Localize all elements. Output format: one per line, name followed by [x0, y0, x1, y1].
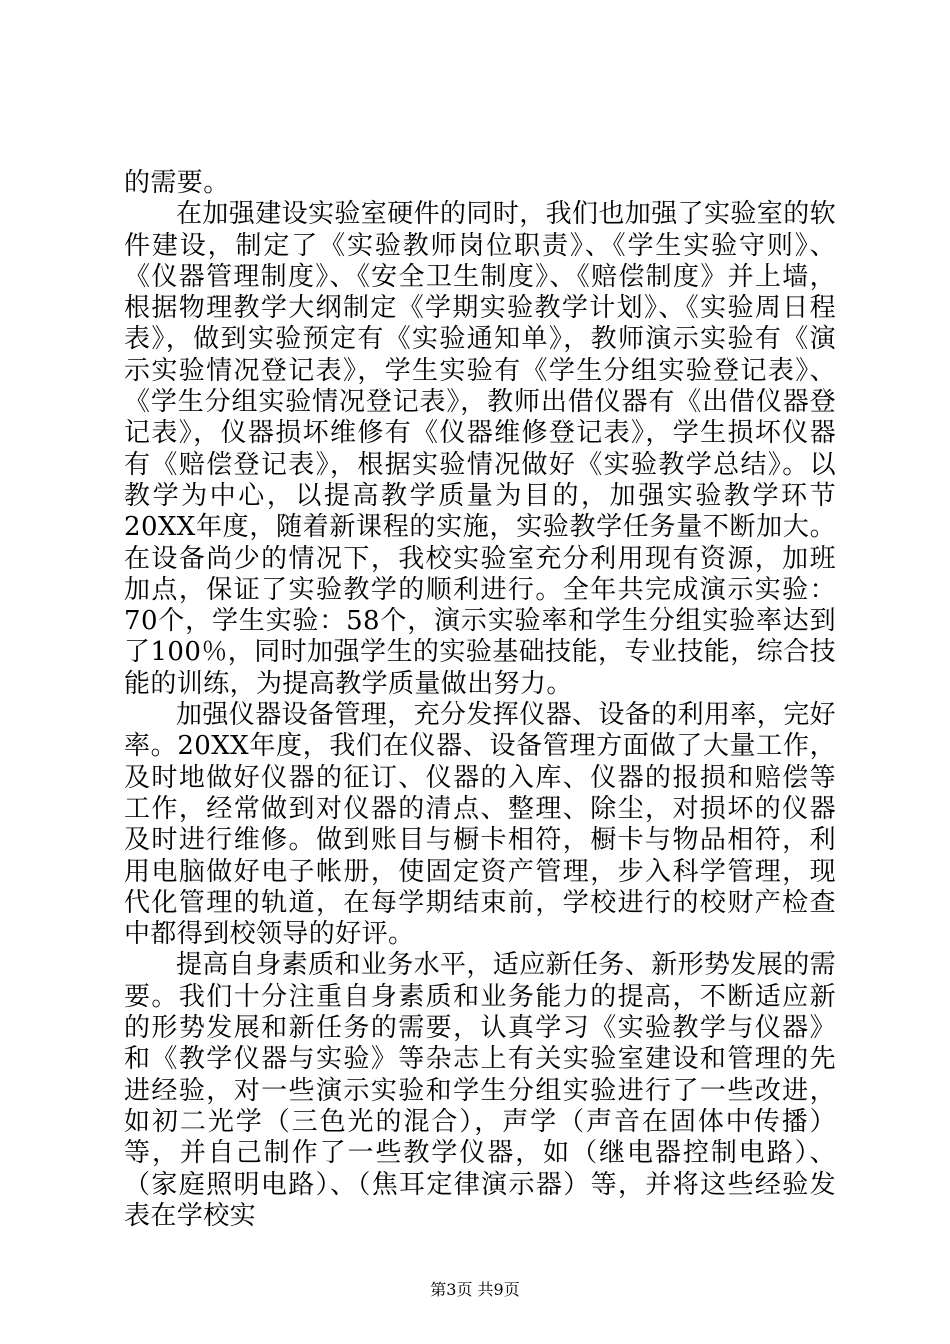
- document-body: [124, 168, 836, 1232]
- paragraph-self-improvement: 提高自身素质和业务水平，适应新任务、新形势发展的需要。我们十分注重自身素质和业务能力的提高，不断适应新的形势发展和新任务的需要，认真学习《实验教学与仪器》和《教学仪器与实验》等杂志上有关实验室建设和管理的先进经验，对一些演示实验和学生分组实验进行了一些改进，如初二光学（三色光的混合），声学（声音在固体中传播）等，并自己制作了一些教学仪器，如（继电器控制电路）、（家庭照明电路）、（焦耳定律演示器）等，并将这些经验发表在学校实: [124, 950, 837, 1231]
- paragraph-continuation: 的需要。: [124, 168, 230, 198]
- page-number-footer: 第3页 共9页: [430, 1280, 520, 1299]
- paragraph-equipment-management: 加强仪器设备管理，充分发挥仪器、设备的利用率，完好率。20XX年度，我们在仪器、设备管理方面做了大量工作，及时地做好仪器的征订、仪器的入库、仪器的报损和赔偿等工作，经常做到对仪器的清点、整理、除尘，对损坏的仪器及时进行维修。做到账目与橱卡相符，橱卡与物品相符，利用电脑做好电子帐册，使固定资产管理，步入科学管理，现代化管理的轨道，在每学期结束前，学校进行的校财产检查中都得到校领导的好评。: [124, 700, 837, 950]
- paragraph-software-construction: 在加强建设实验室硬件的同时，我们也加强了实验室的软件建设，制定了《实验教师岗位职责》、《学生实验守则》、《仪器管理制度》、《安全卫生制度》、《赔偿制度》并上墙，根据物理教学大纲制定《学期实验教学计划》、《实验周日程表》，做到实验预定有《实验通知单》，教师演示实验有《演示实验情况登记表》，学生实验有《学生分组实验登记表》、《学生分组实验情况登记表》，教师出借仪器有《出借仪器登记表》，仪器损坏维修有《仪器维修登记表》，学生损坏仪器有《赔偿登记表》，根据实验情况做好《实验教学总结》。以教学为中心，以提高教学质量为目的，加强实验教学环节20XX年度，随着新课程的实施，实验教学任务量不断加大。在设备尚少的情况下，我校实验室充分利用现有资源，加班加点，保证了实验教学的顺利进行。全年共完成演示实验：70个，学生实验：58个，演示实验率和学生分组实验率达到了100％，同时加强学生的实验基础技能，专业技能，综合技能的训练，为提高教学质量做出努力。: [124, 199, 837, 699]
